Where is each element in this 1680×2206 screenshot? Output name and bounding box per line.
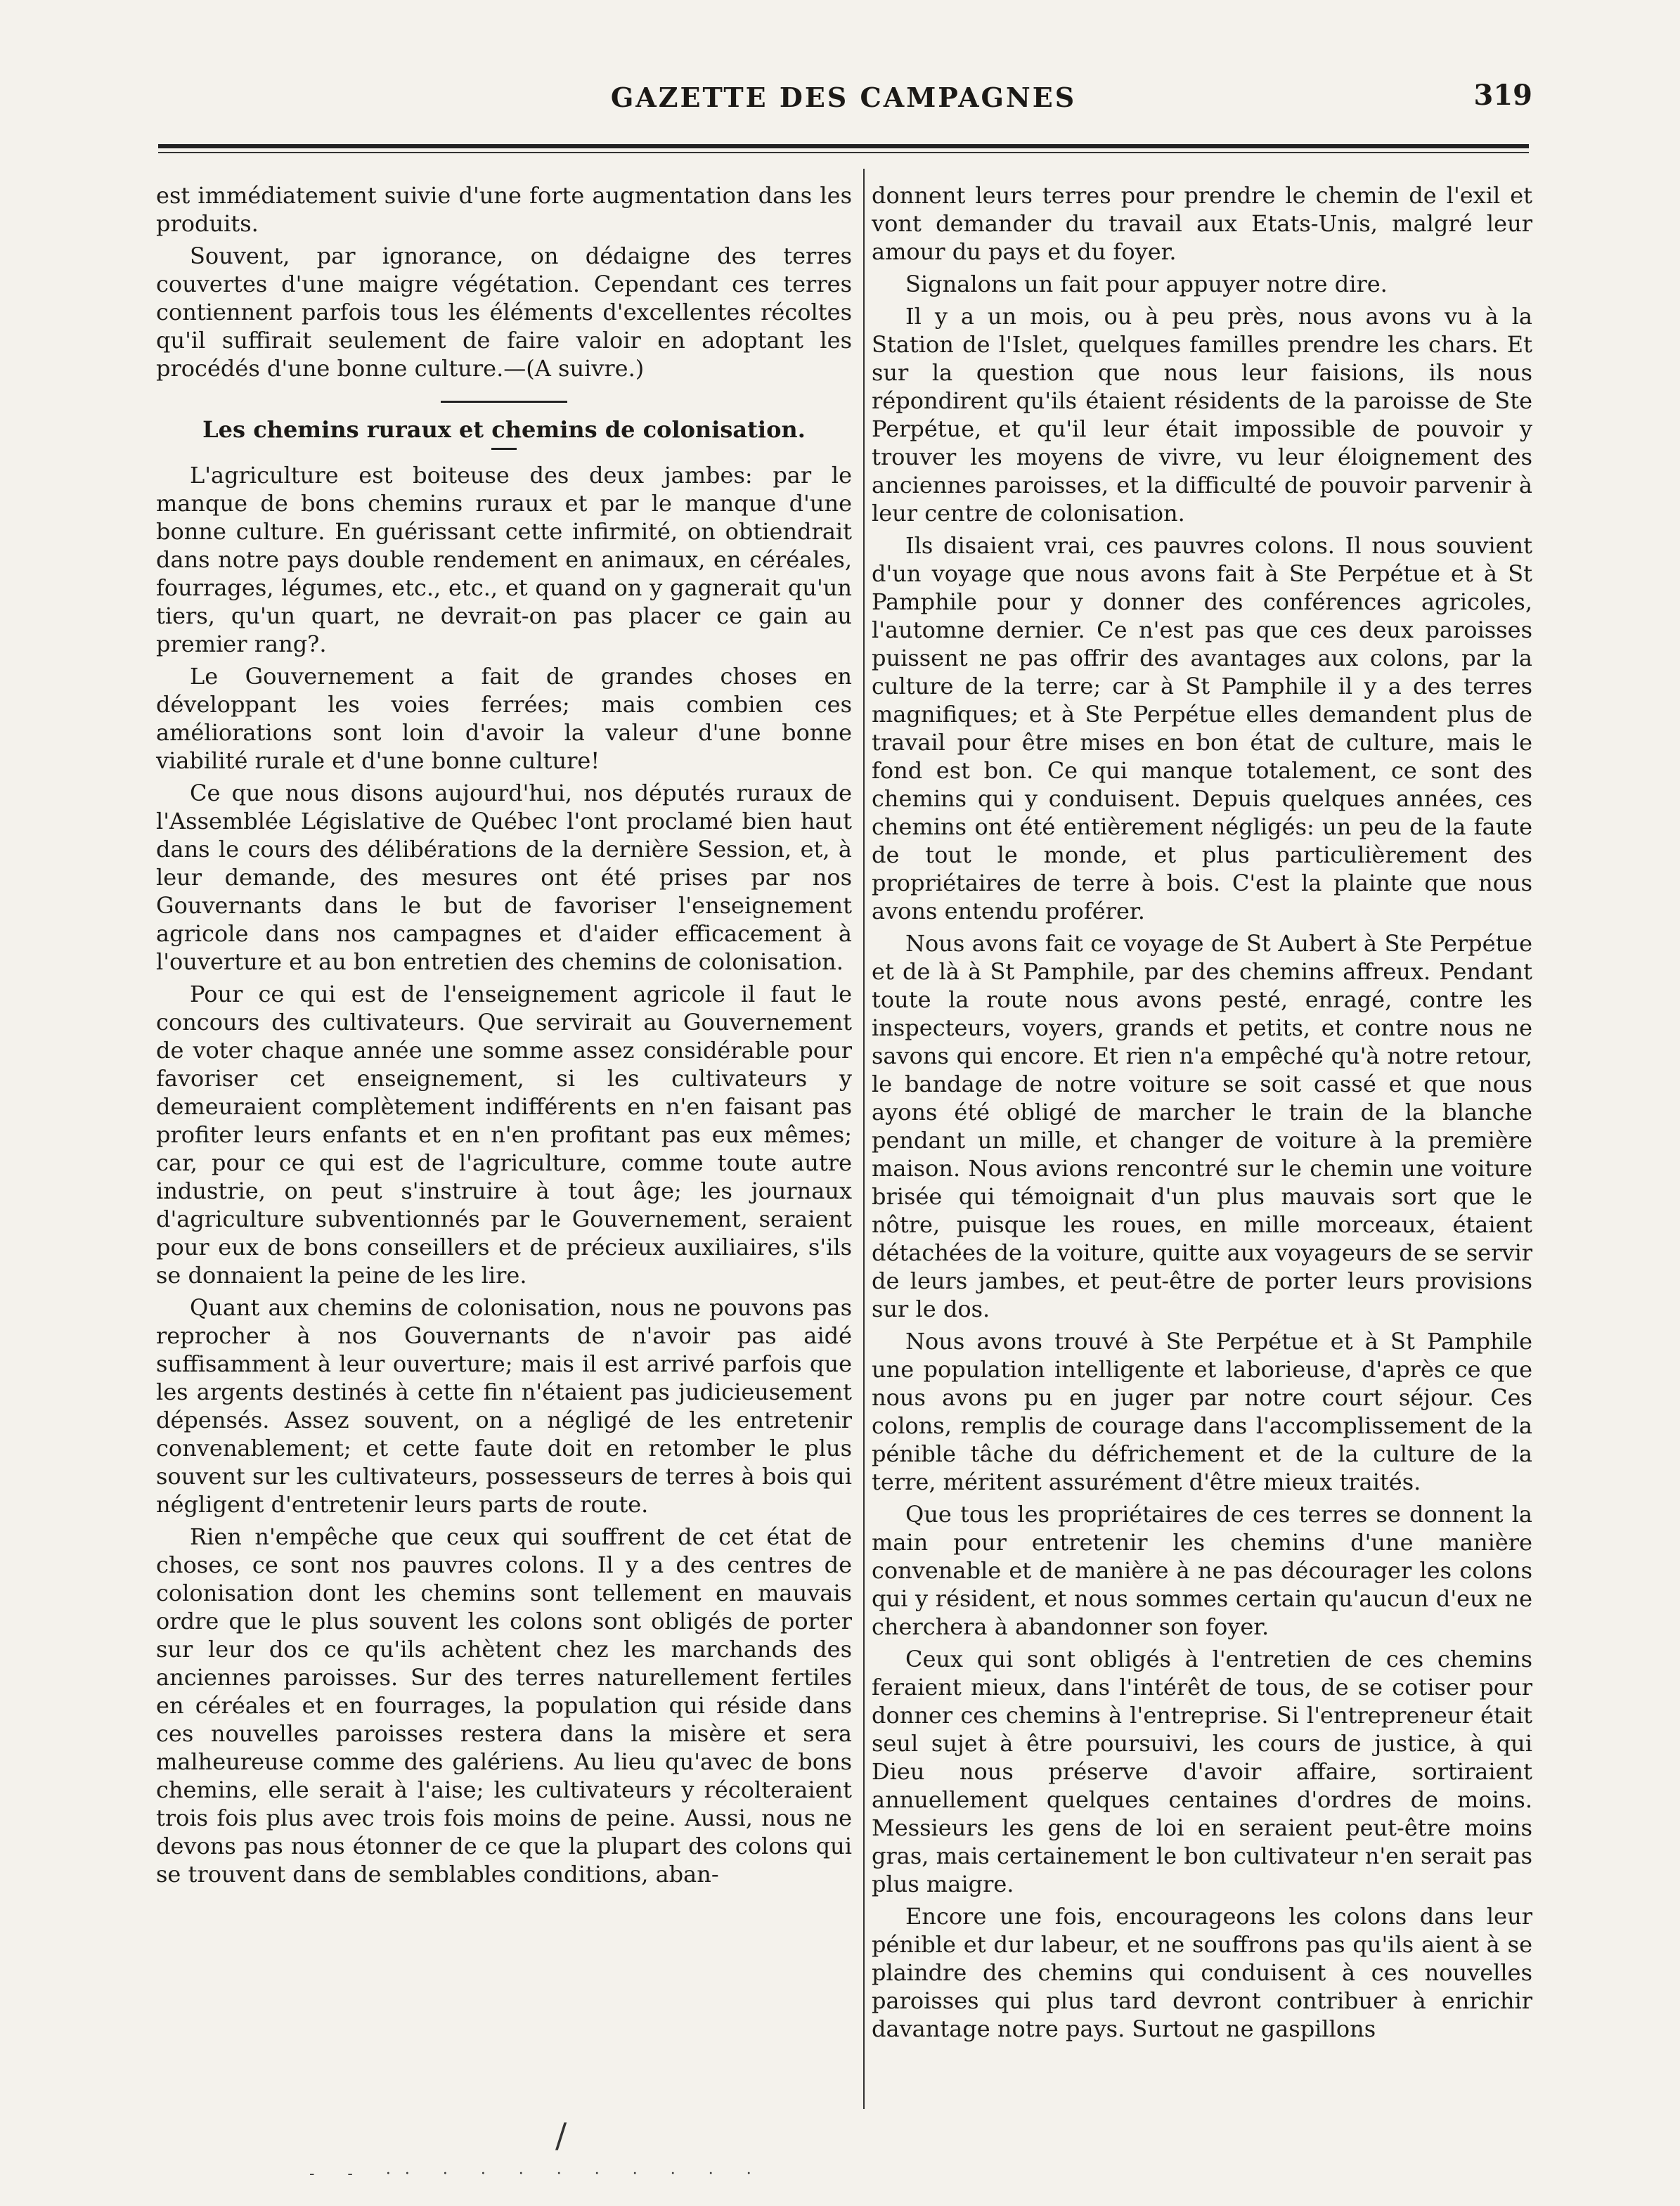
page-title: GAZETTE DES CAMPAGNES — [610, 82, 1077, 113]
paragraph: Ce que nous disons aujourd'hui, nos députés ruraux de l'Assemblée Législative de Québec l'ont proclamé bien haut dans le cours des délibérations de la dernière Session, et, à leur demande, des mesures ont été prises par nos Gouvernants dans le but de favoriser l'enseignement agricole dans nos campagnes et d'aider efficacement à l'ouverture et au bon entretien des chemins de colonisation. — [156, 780, 852, 975]
title-dash — [491, 448, 517, 450]
paragraph: Ils disaient vrai, ces pauvres colons. Il nous souvient d'un voyage que nous avons fait à Ste Perpétue et à St Pamphile pour y donner des conférences agricoles, l'automne dernier. Ce n'est pas que ces deux paroisses puissent ne pas offrir des avantages aux colons, par la culture de la terre; car à St Pamphile il y a des terres magnifiques; et à Ste Perpétue elles demandent plus de travail pour être mises en bon état de culture, mais le fond est bon. Ce qui manque totalement, ce sont des chemins qui y conduisent. Depuis quelques années, ces chemins ont été entièrement négligés: un peu de la faute de tout le monde, et plus particulièrement des propriétaires de terre à bois. C'est la plainte que nous avons entendu proférer. — [872, 532, 1532, 924]
paragraph: Encore une fois, encourageons les colons dans leur pénible et dur labeur, et ne souffrons pas qu'ils aient à se plaindre des chemins qui conduisent à ces nouvelles paroisses qui plus tard devront contribuer à enrichir davantage notre pays. Surtout ne gaspillons — [872, 1903, 1532, 2042]
paragraph: Quant aux chemins de colonisation, nous ne pouvons pas reprocher à nos Gouvernants de n'avoir pas aidé suffisamment à leur ouverture; mais il est arrivé parfois que les argents destinés à cette fin n'étaient pas judicieusement dépensés. Assez souvent, on a négligé de les entretenir convenablement; et cette faute doit en retomber le plus souvent sur les cultivateurs, possesseurs de terres à bois qui négligent d'entretenir leurs parts de route. — [156, 1294, 852, 1518]
paragraph: Le Gouvernement a fait de grandes choses en développant les voies ferrées; mais combien ces améliorations sont loin d'avoir la valeur d'une bonne viabilité rurale et d'une bonne culture! — [156, 663, 852, 774]
paragraph: est immédiatement suivie d'une forte augmentation dans les produits. — [156, 182, 852, 237]
paragraph: Rien n'empêche que ceux qui souffrent de cet état de choses, ce sont nos pauvres colons. Il y a des centres de colonisation dont les chemins sont tellement en mauvais ordre que le plus souvent les colons sont obligés de porter sur leur dos ce qu'ils achètent chez les marchands des anciennes paroisses. Sur des terres naturellement fertiles en céréales et en fourrages, la population qui réside dans ces nouvelles paroisses restera dans la misère et sera malheureuse comme des galériens. Au lieu qu'avec de bons chemins, elle serait à l'aise; les cultivateurs y récolteraient trois fois plus avec trois fois moins de peine. Aussi, nous ne devons pas nous étonner de ce que la plupart des colons qui se trouvent dans de semblables conditions, aban- — [156, 1523, 852, 1888]
header-rule-thin — [158, 152, 1529, 153]
paragraph: Pour ce qui est de l'enseignement agricole il faut le concours des cultivateurs. Que servirait au Gouvernement de voter chaque année une somme assez considérable pour favoriser cet enseignement, si les cultivateurs y demeuraient complètement indifférents en n'en faisant pas profiter leurs enfants et en n'en profitant pas eux mêmes; car, pour ce qui est de l'agriculture, comme toute autre industrie, on peut s'instruire à tout âge; les journaux d'agriculture subventionnés par le Gouvernement, seraient pour eux de bons conseillers et de précieux auxiliaires, s'ils se donnaient la peine de les lire. — [156, 981, 852, 1289]
page-header — [155, 77, 1532, 120]
print-noise: - - ·· · · · · · · · · · — [309, 2165, 765, 2183]
paragraph: Souvent, par ignorance, on dédaigne des terres couvertes d'une maigre végétation. Cependant ces terres contiennent parfois tous les éléments d'excellentes récoltes qu'il suffirait seulement de faire valoir en adoptant les procédés d'une bonne culture.—(A suivre.) — [156, 243, 852, 382]
paragraph: Que tous les propriétaires de ces terres se donnent la main pour entretenir les chemins d'une manière convenable et de manière à ne pas décourager les colons qui y résident, et nous sommes certain qu'aucun d'eux ne cherchera à abandonner son foyer. — [872, 1501, 1532, 1640]
column-divider — [863, 169, 865, 2109]
section-title: Les chemins ruraux et chemins de colonisation. — [202, 416, 806, 443]
header-rule — [158, 144, 1529, 148]
paragraph: Signalons un fait pour appuyer notre dire. — [905, 271, 1388, 297]
right-column — [872, 181, 1532, 2047]
paragraph: L'agriculture est boiteuse des deux jambes: par le manque de bons chemins ruraux et par le manque d'une bonne culture. En guérissant cette infirmité, on obtiendrait dans notre pays double rendement en animaux, en céréales, fourrages, légumes, etc., etc., et quand on y gagnerait qu'un tiers, qu'un quart, ne devrait-on pas placer ce gain au premier rang?. — [156, 462, 852, 657]
paragraph: Nous avons trouvé à Ste Perpétue et à St Pamphile une population intelligente et laborieuse, d'après ce que nous avons pu en juger par notre court séjour. Ces colons, remplis de courage dans l'accomplissement de la pénible tâche du défrichement et de la culture de la terre, méritent assurément d'être mieux traités. — [872, 1328, 1532, 1495]
stray-mark: / — [555, 2116, 567, 2155]
paragraph: Nous avons fait ce voyage de St Aubert à Ste Perpétue et de là à St Pamphile, par des chemins affreux. Pendant toute la route nous avons pesté, enragé, contre les inspecteurs, voyers, grands et petits, et contre nous ne savons qui encore. Et rien n'a empêché qu'à notre retour, le bandage de notre voiture se soit cassé et que nous ayons été obligé de marcher le train de la blanche pendant un mille, et changer de voiture à la première maison. Nous avions rencontré sur le chemin une voiture brisée qui témoignait d'un plus mauvais sort que le nôtre, puisque les roues, en mille morceaux, étaient détachées de la voiture, quitte aux voyageurs de se servir de leurs jambes, et peut-être de porter leurs provisions sur le dos. — [872, 930, 1532, 1322]
section-rule — [441, 401, 567, 403]
paragraph: donnent leurs terres pour prendre le chemin de l'exil et vont demander du travail aux Etats-Unis, malgré leur amour du pays et du foyer. — [872, 182, 1532, 265]
left-column — [156, 181, 852, 1892]
paragraph: Ceux qui sont obligés à l'entretien de ces chemins feraient mieux, dans l'intérêt de tous, de se cotiser pour donner ces chemins à l'entreprise. Si l'entrepreneur était seul sujet à être poursuivi, les cours de justice, à qui Dieu nous préserve d'avoir affaire, sortiraient annuellement quelques centaines d'ordres de moins. Messieurs les gens de loi en seraient peut-être moins gras, mais certainement le bon cultivateur n'en serait pas plus maigre. — [872, 1646, 1532, 1897]
page-number: 319 — [1473, 79, 1532, 112]
paragraph: Il y a un mois, ou à peu près, nous avons vu à la Station de l'Islet, quelques familles prendre les chars. Et sur la question que nous leur faisions, ils nous répondirent qu'ils étaient résidents de la paroisse de Ste Perpétue, et qu'il leur était impossible de pouvoir y trouver les moyens de vivre, vu leur éloignement des anciennes paroisses, et la difficulté de pouvoir parvenir à leur centre de colonisation. — [872, 303, 1532, 527]
